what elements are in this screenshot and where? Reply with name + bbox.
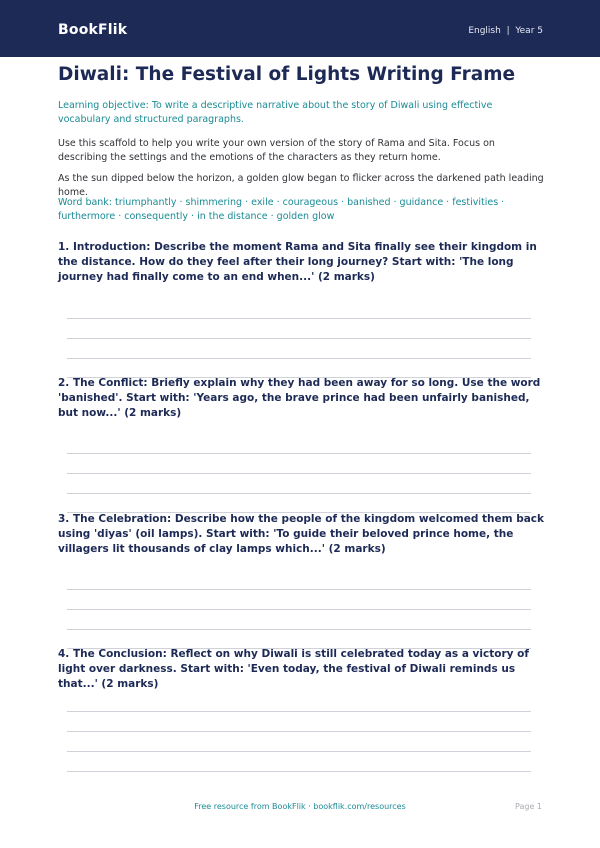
answer-line[interactable] bbox=[67, 453, 531, 454]
answer-line[interactable] bbox=[67, 493, 531, 494]
answer-line[interactable] bbox=[67, 358, 531, 359]
answer-line[interactable] bbox=[67, 589, 531, 590]
subject-year-label bbox=[468, 26, 543, 36]
question-2: 2. The Conflict: Briefly explain why they had been away for so long. Use the word 'banished'. Start with: 'Years ago, the brave prince had been unfairly banished, but now...' (2 marks) bbox=[58, 377, 541, 419]
example-sentence: As the sun dipped below the horizon, a golden glow began to flicker across the darkened path leading home. bbox=[58, 173, 544, 198]
page-number: Page 1 bbox=[515, 802, 542, 811]
answer-line[interactable] bbox=[67, 771, 531, 772]
question-3: 3. The Celebration: Describe how the people of the kingdom welcomed them back using 'diyas' (oil lamps). Start with: 'To guide their beloved prince home, the villagers lit thousands of clay lamps which...' (2 marks) bbox=[58, 513, 545, 555]
answer-line[interactable] bbox=[67, 318, 531, 319]
answer-line[interactable] bbox=[67, 338, 531, 339]
instructions: Use this scaffold to help you write your own version of the story of Rama and Sita. Focus on describing the settings and the emotions of the characters as they return home. bbox=[58, 138, 495, 163]
header-bar bbox=[0, 0, 600, 57]
word-bank: Word bank: triumphantly · shimmering · exile · courageous · banished · guidance · festivities · furthermore · consequently · in the distance · golden glow bbox=[58, 197, 505, 222]
answer-line[interactable] bbox=[67, 751, 531, 752]
page-title: Diwali: The Festival of Lights Writing Frame bbox=[58, 64, 516, 85]
question-4: 4. The Conclusion: Reflect on why Diwali is still celebrated today as a victory of light over darkness. Start with: 'Even today, the festival of Diwali reminds us that...' (2 marks) bbox=[58, 648, 529, 690]
year-label: Year 5 bbox=[515, 26, 543, 36]
answer-line[interactable] bbox=[67, 473, 531, 474]
separator: | bbox=[506, 26, 510, 36]
answer-line[interactable] bbox=[67, 711, 531, 712]
footer-resource-link[interactable]: Free resource from BookFlik · bookflik.com/resources bbox=[194, 802, 406, 811]
brand-logo[interactable]: BookFlik bbox=[58, 22, 128, 38]
subject-label: English bbox=[468, 26, 501, 36]
learning-objective: Learning objective: To write a descriptive narrative about the story of Diwali using effective vocabulary and structured paragraphs. bbox=[58, 100, 493, 125]
answer-line[interactable] bbox=[67, 609, 531, 610]
answer-line[interactable] bbox=[67, 731, 531, 732]
question-1: 1. Introduction: Describe the moment Rama and Sita finally see their kingdom in the distance. How do they feel after their long journey? Start with: 'The long journey had finally come to an end when...' (2 marks) bbox=[58, 241, 537, 283]
answer-line[interactable] bbox=[67, 629, 531, 630]
